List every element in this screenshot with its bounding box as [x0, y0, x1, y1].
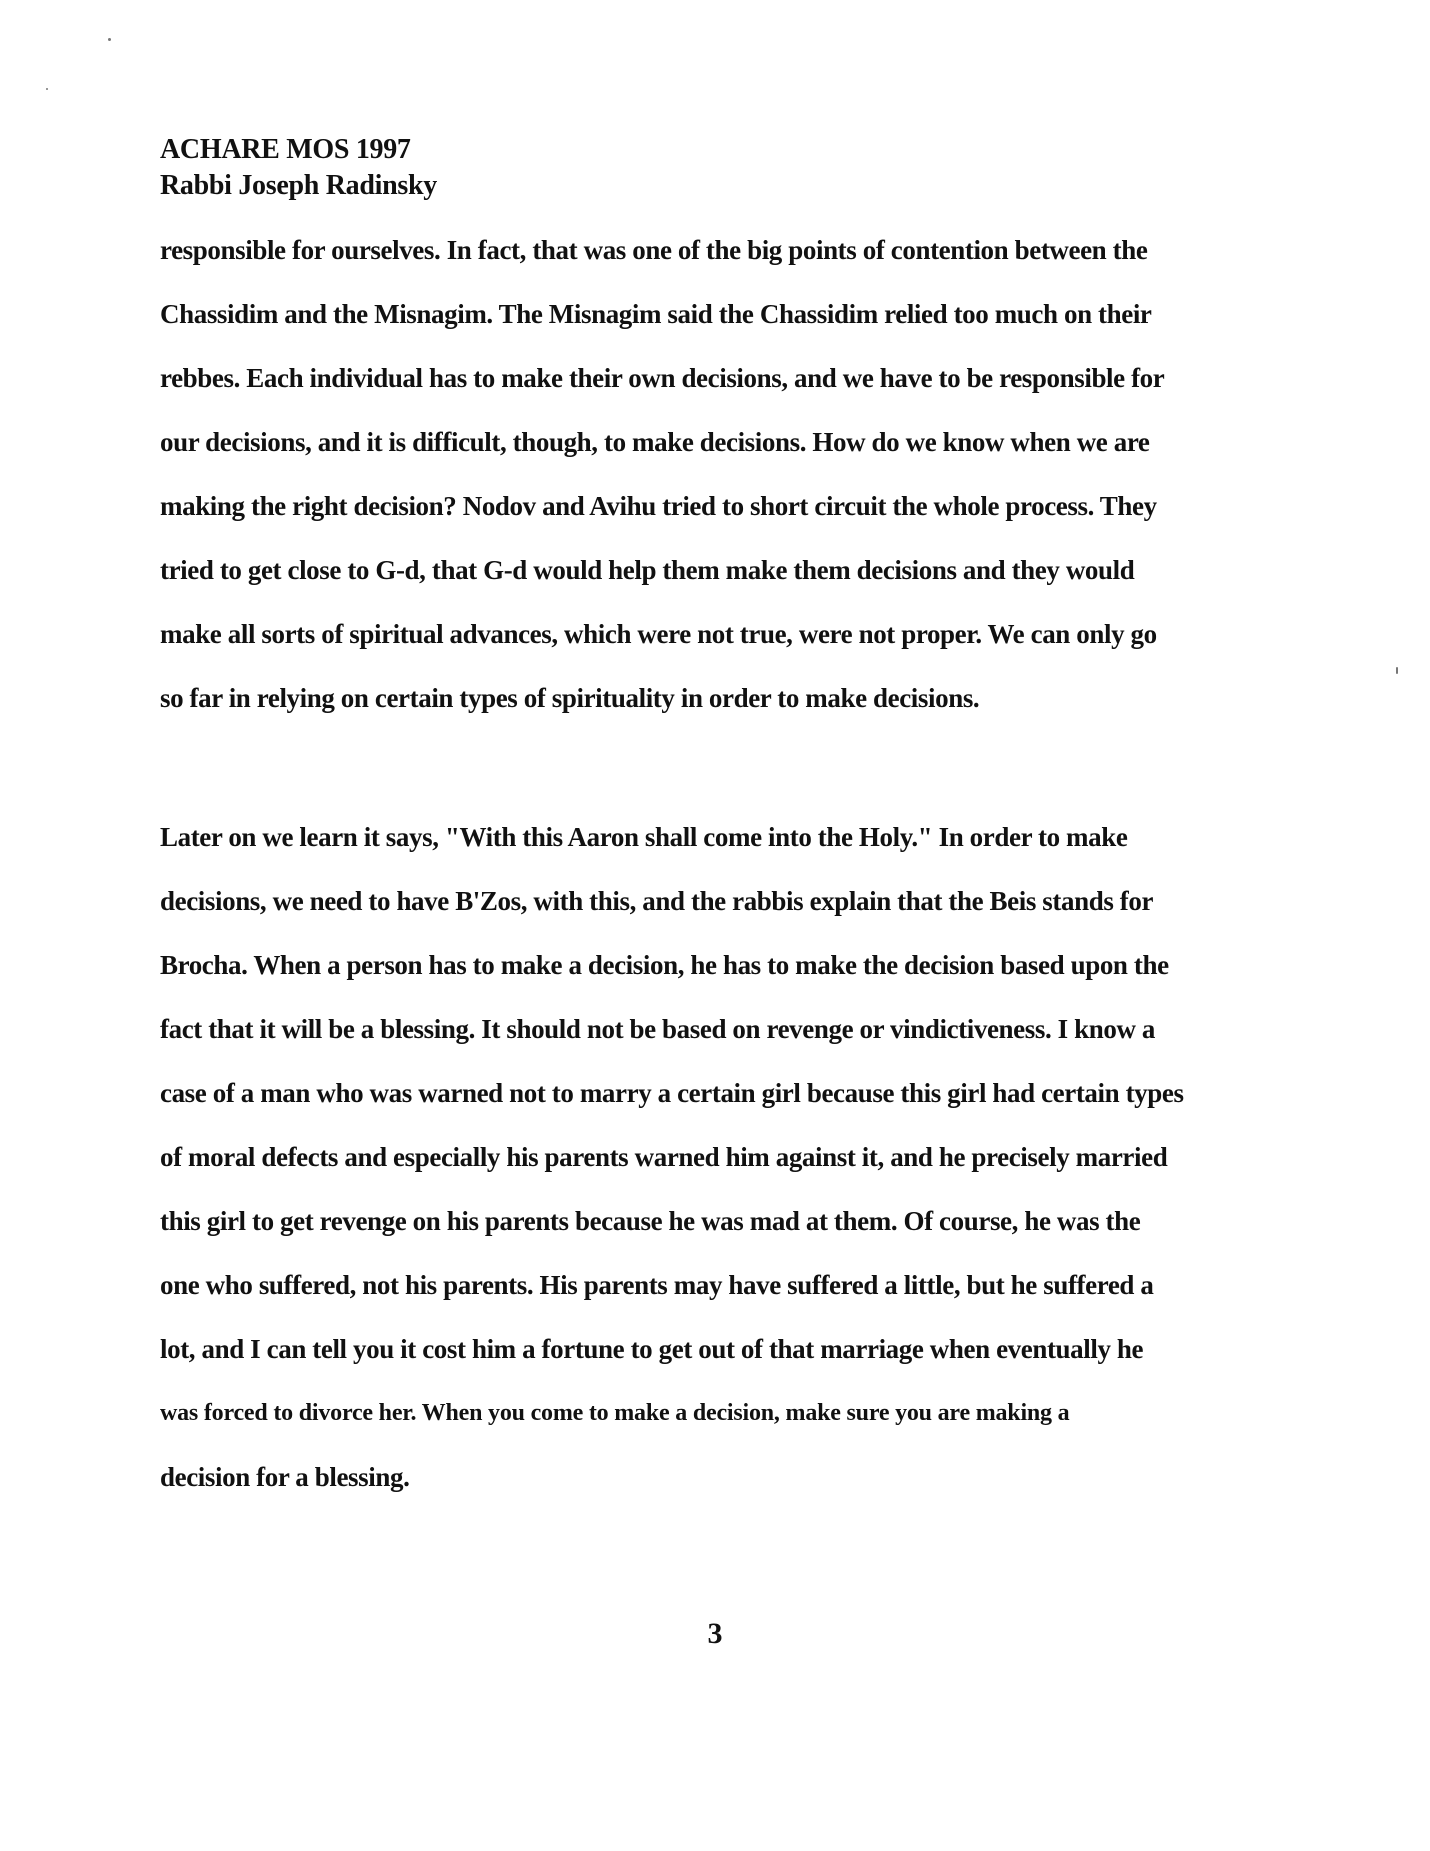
text-line: decisions, we need to have B'Zos, with this, and the rabbis explain that the Beis stands for	[160, 886, 1154, 916]
text-line: our decisions, and it is difficult, though, to make decisions. How do we know when we are	[160, 427, 1150, 457]
text-line: fact that it will be a blessing. It should not be based on revenge or vindictiveness. I know a	[160, 1014, 1156, 1044]
paragraph-1	[160, 218, 1270, 730]
text-line: so far in relying on certain types of spirituality in order to make decisions.	[160, 683, 980, 713]
text-line: responsible for ourselves. In fact, that was one of the big points of contention between the	[160, 235, 1148, 265]
text-line: Later on we learn it says, "With this Aaron shall come into the Holy." In order to make	[160, 822, 1128, 852]
text-line: making the right decision? Nodov and Avihu tried to short circuit the whole process. They	[160, 491, 1157, 521]
page-number: 3	[707, 1617, 723, 1650]
text-line: make all sorts of spiritual advances, which were not true, were not proper. We can only go	[160, 619, 1157, 649]
text-line: Chassidim and the Misnagim. The Misnagim said the Chassidim relied too much on their	[160, 299, 1152, 329]
document-title: ACHARE MOS 1997	[160, 134, 411, 165]
document-header	[160, 132, 437, 204]
text-line: decision for a blessing.	[160, 1462, 410, 1492]
text-line: Brocha. When a person has to make a decision, he has to make the decision based upon the	[160, 950, 1169, 980]
text-line: lot, and I can tell you it cost him a fortune to get out of that marriage when eventually he	[160, 1334, 1144, 1364]
document-author: Rabbi Joseph Radinsky	[160, 170, 437, 201]
scan-speck	[46, 88, 48, 90]
text-line: rebbes. Each individual has to make their own decisions, and we have to be responsible for	[160, 363, 1165, 393]
text-line: of moral defects and especially his parents warned him against it, and he precisely married	[160, 1142, 1168, 1172]
scan-speck	[1396, 667, 1398, 674]
text-line: tried to get close to G-d, that G-d would help them make them decisions and they would	[160, 555, 1135, 585]
text-line: case of a man who was warned not to marry a certain girl because this girl had certain types	[160, 1078, 1184, 1108]
scan-speck	[108, 38, 111, 41]
text-line: one who suffered, not his parents. His parents may have suffered a little, but he suffered a	[160, 1270, 1154, 1300]
text-line: was forced to divorce her. When you come to make a decision, make sure you are making a	[160, 1400, 1070, 1426]
paragraph-2	[160, 805, 1270, 1509]
text-line: this girl to get revenge on his parents because he was mad at them. Of course, he was the	[160, 1206, 1141, 1236]
